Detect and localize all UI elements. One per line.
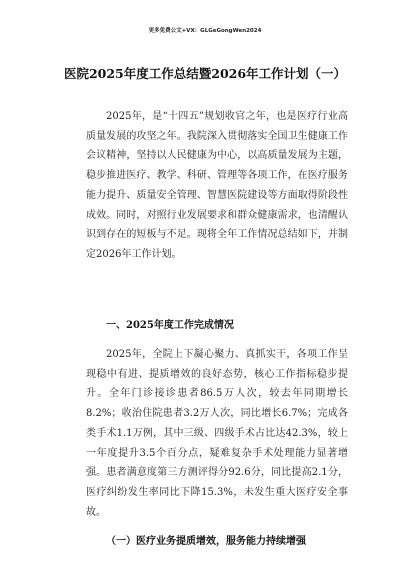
document-title: 医院2025年度工作总结暨2026年工作计划（一） <box>63 66 347 81</box>
intro-paragraph: 2025年，是“十四五”规划收官之年，也是医疗行业高质量发展的攻坚之年。我院深入贯彻落实全国卫生健康工作会议精神，坚持以人民健康为中心，以高质量发展为主题，稳步推进医疗、教学、科研、管理等各项工作，在医疗服务能力提升、质量安全管理、智慧医院建设等方面取得阶段性成效。同时，对照行业发展要求和群众健康需求，也清醒认识到存在的短板与不足。现将全年工作情况总结如下，并制定2026年工作计划。 <box>86 111 348 260</box>
section-heading-1: 一、2025年度工作完成情况 <box>106 320 234 331</box>
section-1-paragraph: 2025年，全院上下凝心聚力、真抓实干，各项工作呈现稳中有进、提质增效的良好态势，核心工作指标稳步提升。全年门诊接诊患者86.5万人次，较去年同期增长8.2%；收治住院患者3.2万人次，同比增长6.7%；完成各类手术1.1万例，其中三级、四级手术占比达42.3%，较上一年度提升3.5个百分点，疑难复杂手术处理能力显著增强。患者满意度第三方测评得分92.6分，同比提高2.1分，医疗纠纷发生率同比下降15.3%，未发生重大医疗安全事故。 <box>86 349 348 518</box>
header-note: 更多免费公文+VX：GLGeGongWen2024 <box>148 28 262 34</box>
subsection-heading-1: （一）医疗业务提质增效，服务能力持续增强 <box>106 536 306 547</box>
